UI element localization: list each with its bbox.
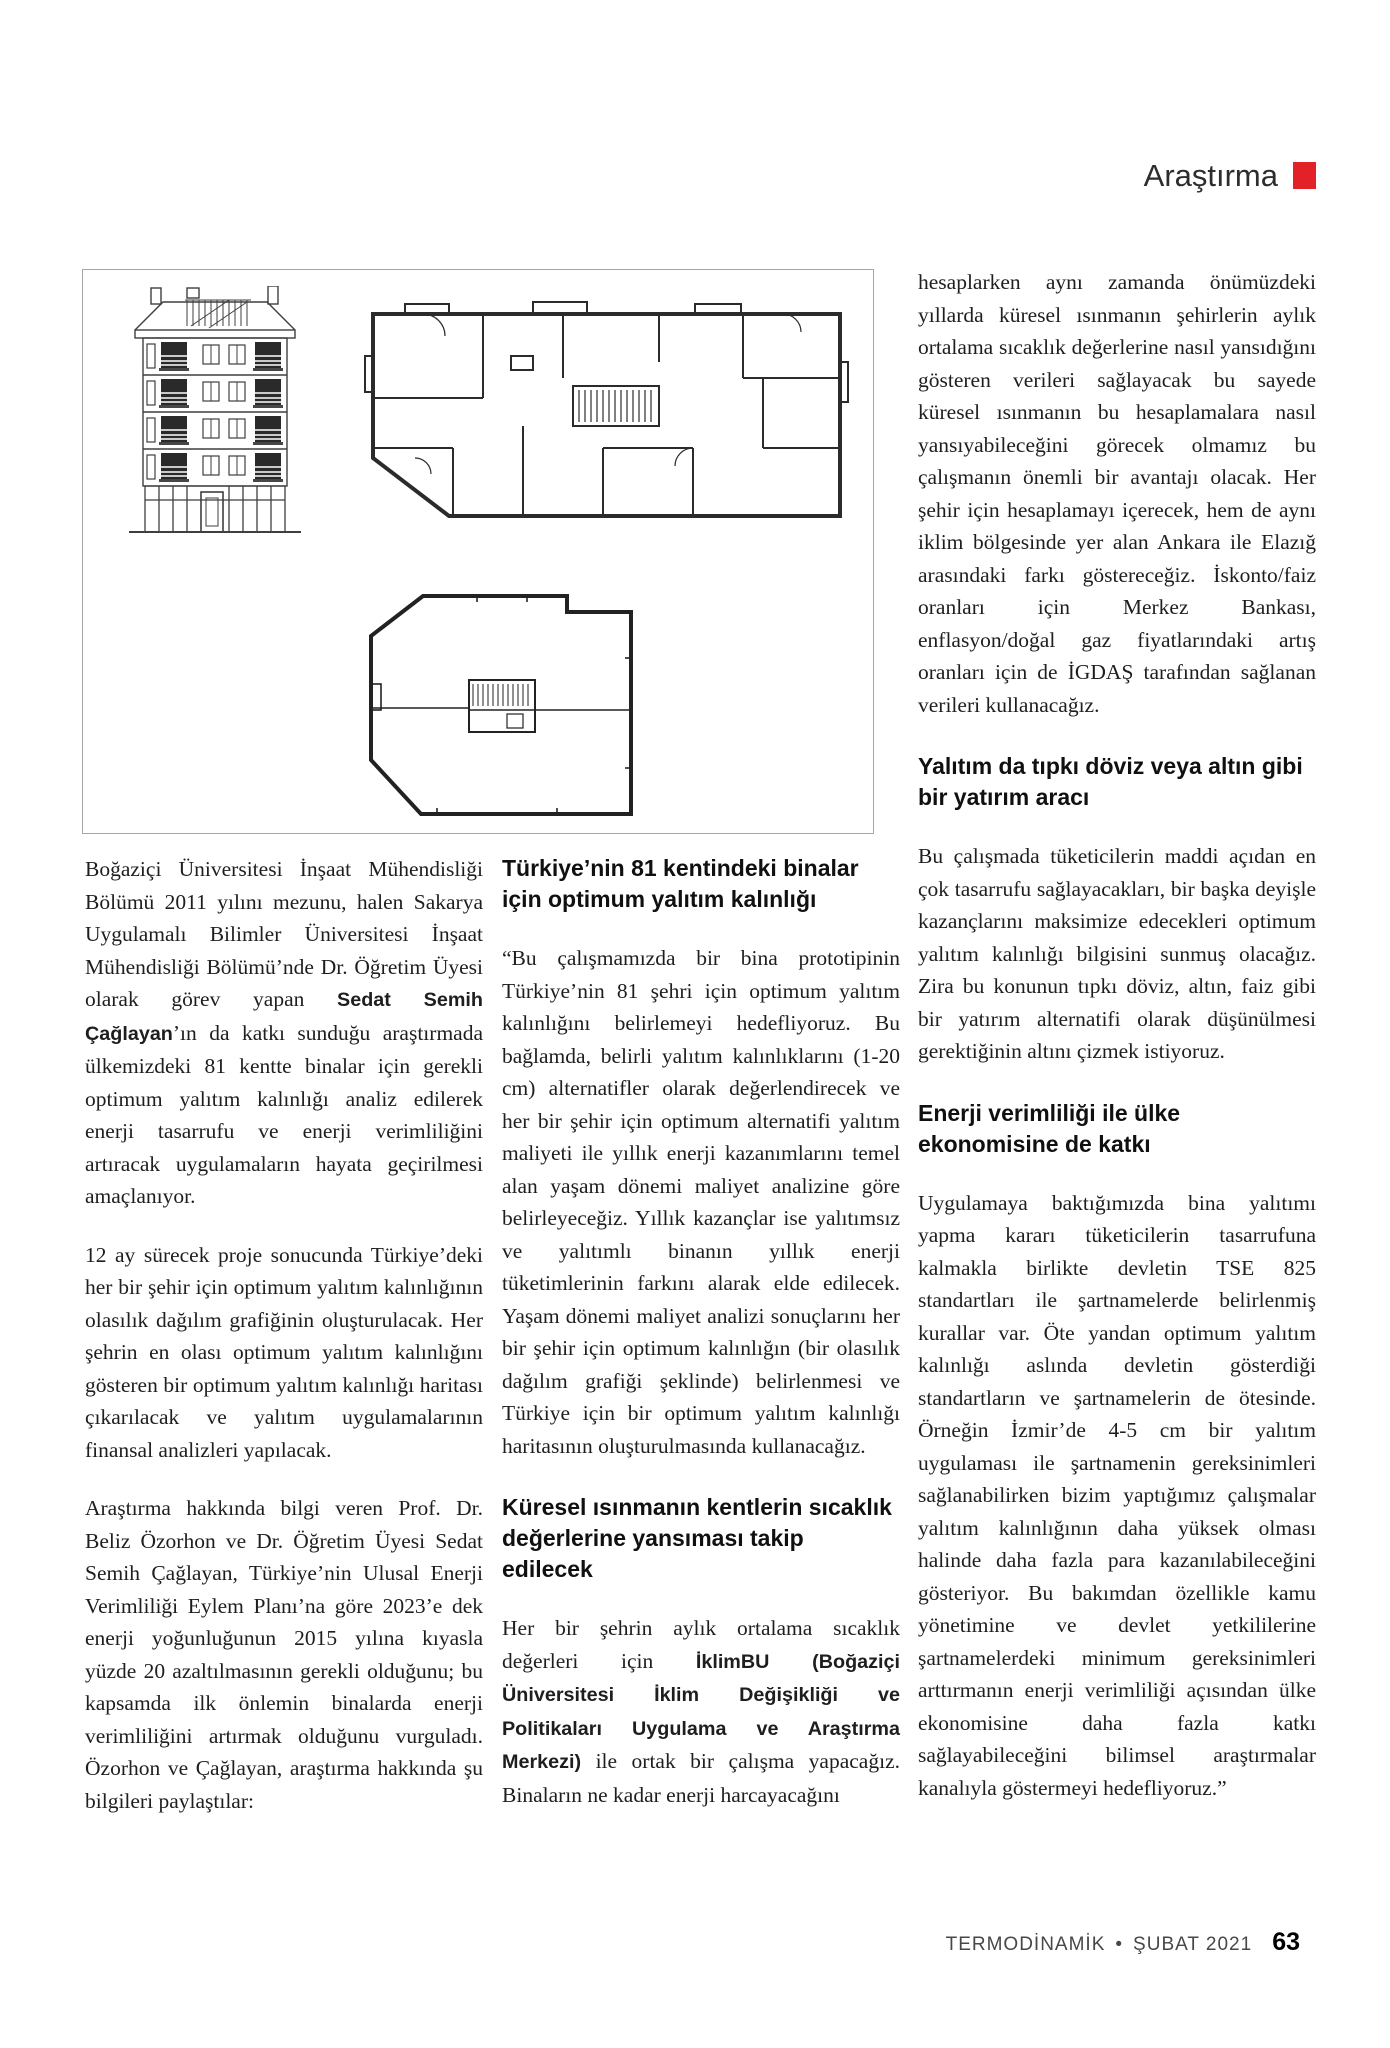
section-heading: Küresel ısınmanın kentlerin sıcaklık değerlerine yansıması takip edilecek [502,1494,892,1582]
lower-floor-plan-drawing [357,588,644,821]
body-paragraph: Uygulamaya baktığımızda bina yalıtımı yapma kararı tüketicilerin tasarrufuna kalmakla birlikte devletin TSE 825 standartları ile şartnamelerde belirlenmiş kurallar var. Öte yandan optimum yalıtım kalınlığı aslında devletin gösterdiği standartların ve şartnamelerin de ötesinde. Örneğin İzmir’de 4-5 cm bir yalıtım uygulaması ile şartnamenin gereksinimleri sağlanabilirken bizim yaptığımız çalışmalar yalıtım kalınlığının daha yüksek olması halinde daha fazla para kazanılabileceğini gösteriyor. Bu bakımdan özellikle kamu yönetimine ve devlet yetkililerine şartnamelerdeki minimum gereksinimleri arttırmanın enerji verimliliği açısından ülke ekonomisine daha fazla katkı sağlayabileceğini bilimsel araştırmalar kanalıyla göstermeyi hedefliyoruz.” [918,1190,1316,1800]
section-heading: Enerji verimliliği ile ülke ekonomisine de katkı [918,1099,1181,1157]
bold-inline-name: Sedat Semih Çağlayan [85,989,483,1045]
body-paragraph: Araştırma hakkında bilgi veren Prof. Dr. Beliz Özorhon ve Dr. Öğretim Üyesi Sedat Semih Çağlayan, Türkiye’nin Ulusal Enerji Verimliliği Eylem Planı’na göre 2023’e dek enerji yoğunluğunun 2015 yılına kıyasla yüzde 20 azaltılmasının gerekli olduğunu; bu kapsamda ilk önlemin binalarda enerji verimliliğini artırmak olduğunu vurguladı. Özorhon ve Çağlayan, araştırma hakkında şu bilgileri paylaştılar: [85,1496,483,1813]
page-footer [946,1928,1300,1957]
upper-floor-plan-drawing [363,298,850,530]
section-heading: Türkiye’nin 81 kentindeki binalar için optimum yalıtım kalınlığı [502,855,859,912]
section-label: Araştırma [1143,158,1278,193]
column-right [918,266,1316,1804]
body-paragraph: 12 ay sürecek proje sonucunda Türkiye’deki her bir şehir için optimum yalıtım kalınlığının olasılık dağılım grafiğinin oluşturulacak. Her şehrin en olası optimum yalıtım kalınlığını gösteren bir optimum yalıtım kalınlığı haritası çıkarılacak ve yalıtım uygulamalarının finansal analizleri yapılacak. [85,1242,483,1462]
footer-magazine-name: TERMODİNAMİK [945,1934,1106,1955]
body-paragraph: Her bir şehrin aylık ortalama sıcaklık değerleri için İklimBU (Boğaziçi Üniversitesi İklim Değişikliği ve Politikaları Uygulama ve Araştırma Merkezi) ile ortak bir çalışma yapacağız. Binaların ne kadar enerji harcayacağını [502,1616,901,1807]
body-paragraph: “Bu çalışmamızda bir bina prototipinin Türkiye’nin 81 şehri için optimum yalıtım kalınlığını belirlemeyi hedefliyoruz. Bu bağlamda, belirli yalıtım kalınlıklarını (1-20 cm) alternatifler olarak değerlendirecek ve her bir şehir için optimum alternatifi yalıtım maliyeti ile yıllık enerji kazanımlarını temel alan yaşam dönemi maliyet analizine göre belirleyeceğiz. Yıllık kazançlar ise yalıtımsız ve yalıtımlı binanın yıllık enerji tüketimlerinin farkını alarak elde edilecek. Yaşam dönemi maliyet analizi sonuçlarını her bir şehir için optimum kalınlığın (bir olasılık dağılım grafiği şeklinde) belirlenmesi ve Türkiye için bir optimum yalıtım kalınlığı haritasının oluşturulmasında kullanacağız. [502,946,900,1458]
body-paragraph: hesaplarken aynı zamanda önümüzdeki yıllarda küresel ısınmanın şehirlerin aylık ortalama sıcaklık değerlerine nasıl yansıdığını gösteren verileri sağlayacak bu sayede küresel ısınmanın bu hesaplamalara nasıl yansıyabileceğini görecek olmamız bu çalışmanın önemli bir avantajı olacak. Her şehir için hesaplamayı içerecek, hem de aynı iklim bölgesinde yer alan Ankara ile Elazığ arasındaki farkı göstereceğiz. İskonto/faiz oranları için Merkez Bankası, enflasyon/doğal gaz fiyatlarındaki artış oranları için de İGDAŞ tarafından sağlanan verileri kullanacağız. [918,270,1316,717]
column-middle [502,853,900,1811]
section-header [1144,160,1316,191]
section-heading: Yalıtım da tıpkı döviz veya altın gibi bir yatırım aracı [918,753,1303,810]
building-elevation-drawing [129,286,301,536]
figure-technical-drawings [82,269,874,834]
body-paragraph: Bu çalışmada tüketicilerin maddi açıdan en çok tasarrufu sağlayacakları, bir başka deyişle kazançlarını maksimize edecekleri optimum yalıtım kalınlığı bilgisini sunmuş olacağız. Zira bu konunun tıpkı döviz, altın, faiz gibi bir yatırım alternatifi olarak düşünülmesi gerektiğinin altını çizmek istiyoruz. [918,844,1316,1063]
footer-issue-date: ŞUBAT 2021 [1133,1934,1253,1955]
body-paragraph: Boğaziçi Üniversitesi İnşaat Mühendisliği Bölümü 2011 yılını mezunu, halen Sakarya Uygulamalı Bilimler Üniversitesi İnşaat Mühendisliği Bölümü’nde Dr. Öğretim Üyesi olarak görev yapan Sedat Semih Çağlayan’ın da katkı sunduğu araştırmada ülkemizdeki 81 kentte binalar için gerekli optimum yalıtım kalınlığı analiz edilerek enerji tasarrufu ve enerji verimliliğini artıracak uygulamaların hayata geçirilmesi amaçlanıyor. [85,857,483,1208]
red-square-marker [1293,162,1316,189]
column-left [85,853,483,1817]
footer-page-number: 63 [1272,1928,1300,1956]
bold-inline-name: İklimBU (Boğaziçi Üniversitesi İklim Değişikliği ve Politikaları Uygulama ve Araştırma Merkezi) [502,1650,901,1773]
footer-bullet-separator: • [1115,1934,1124,1955]
